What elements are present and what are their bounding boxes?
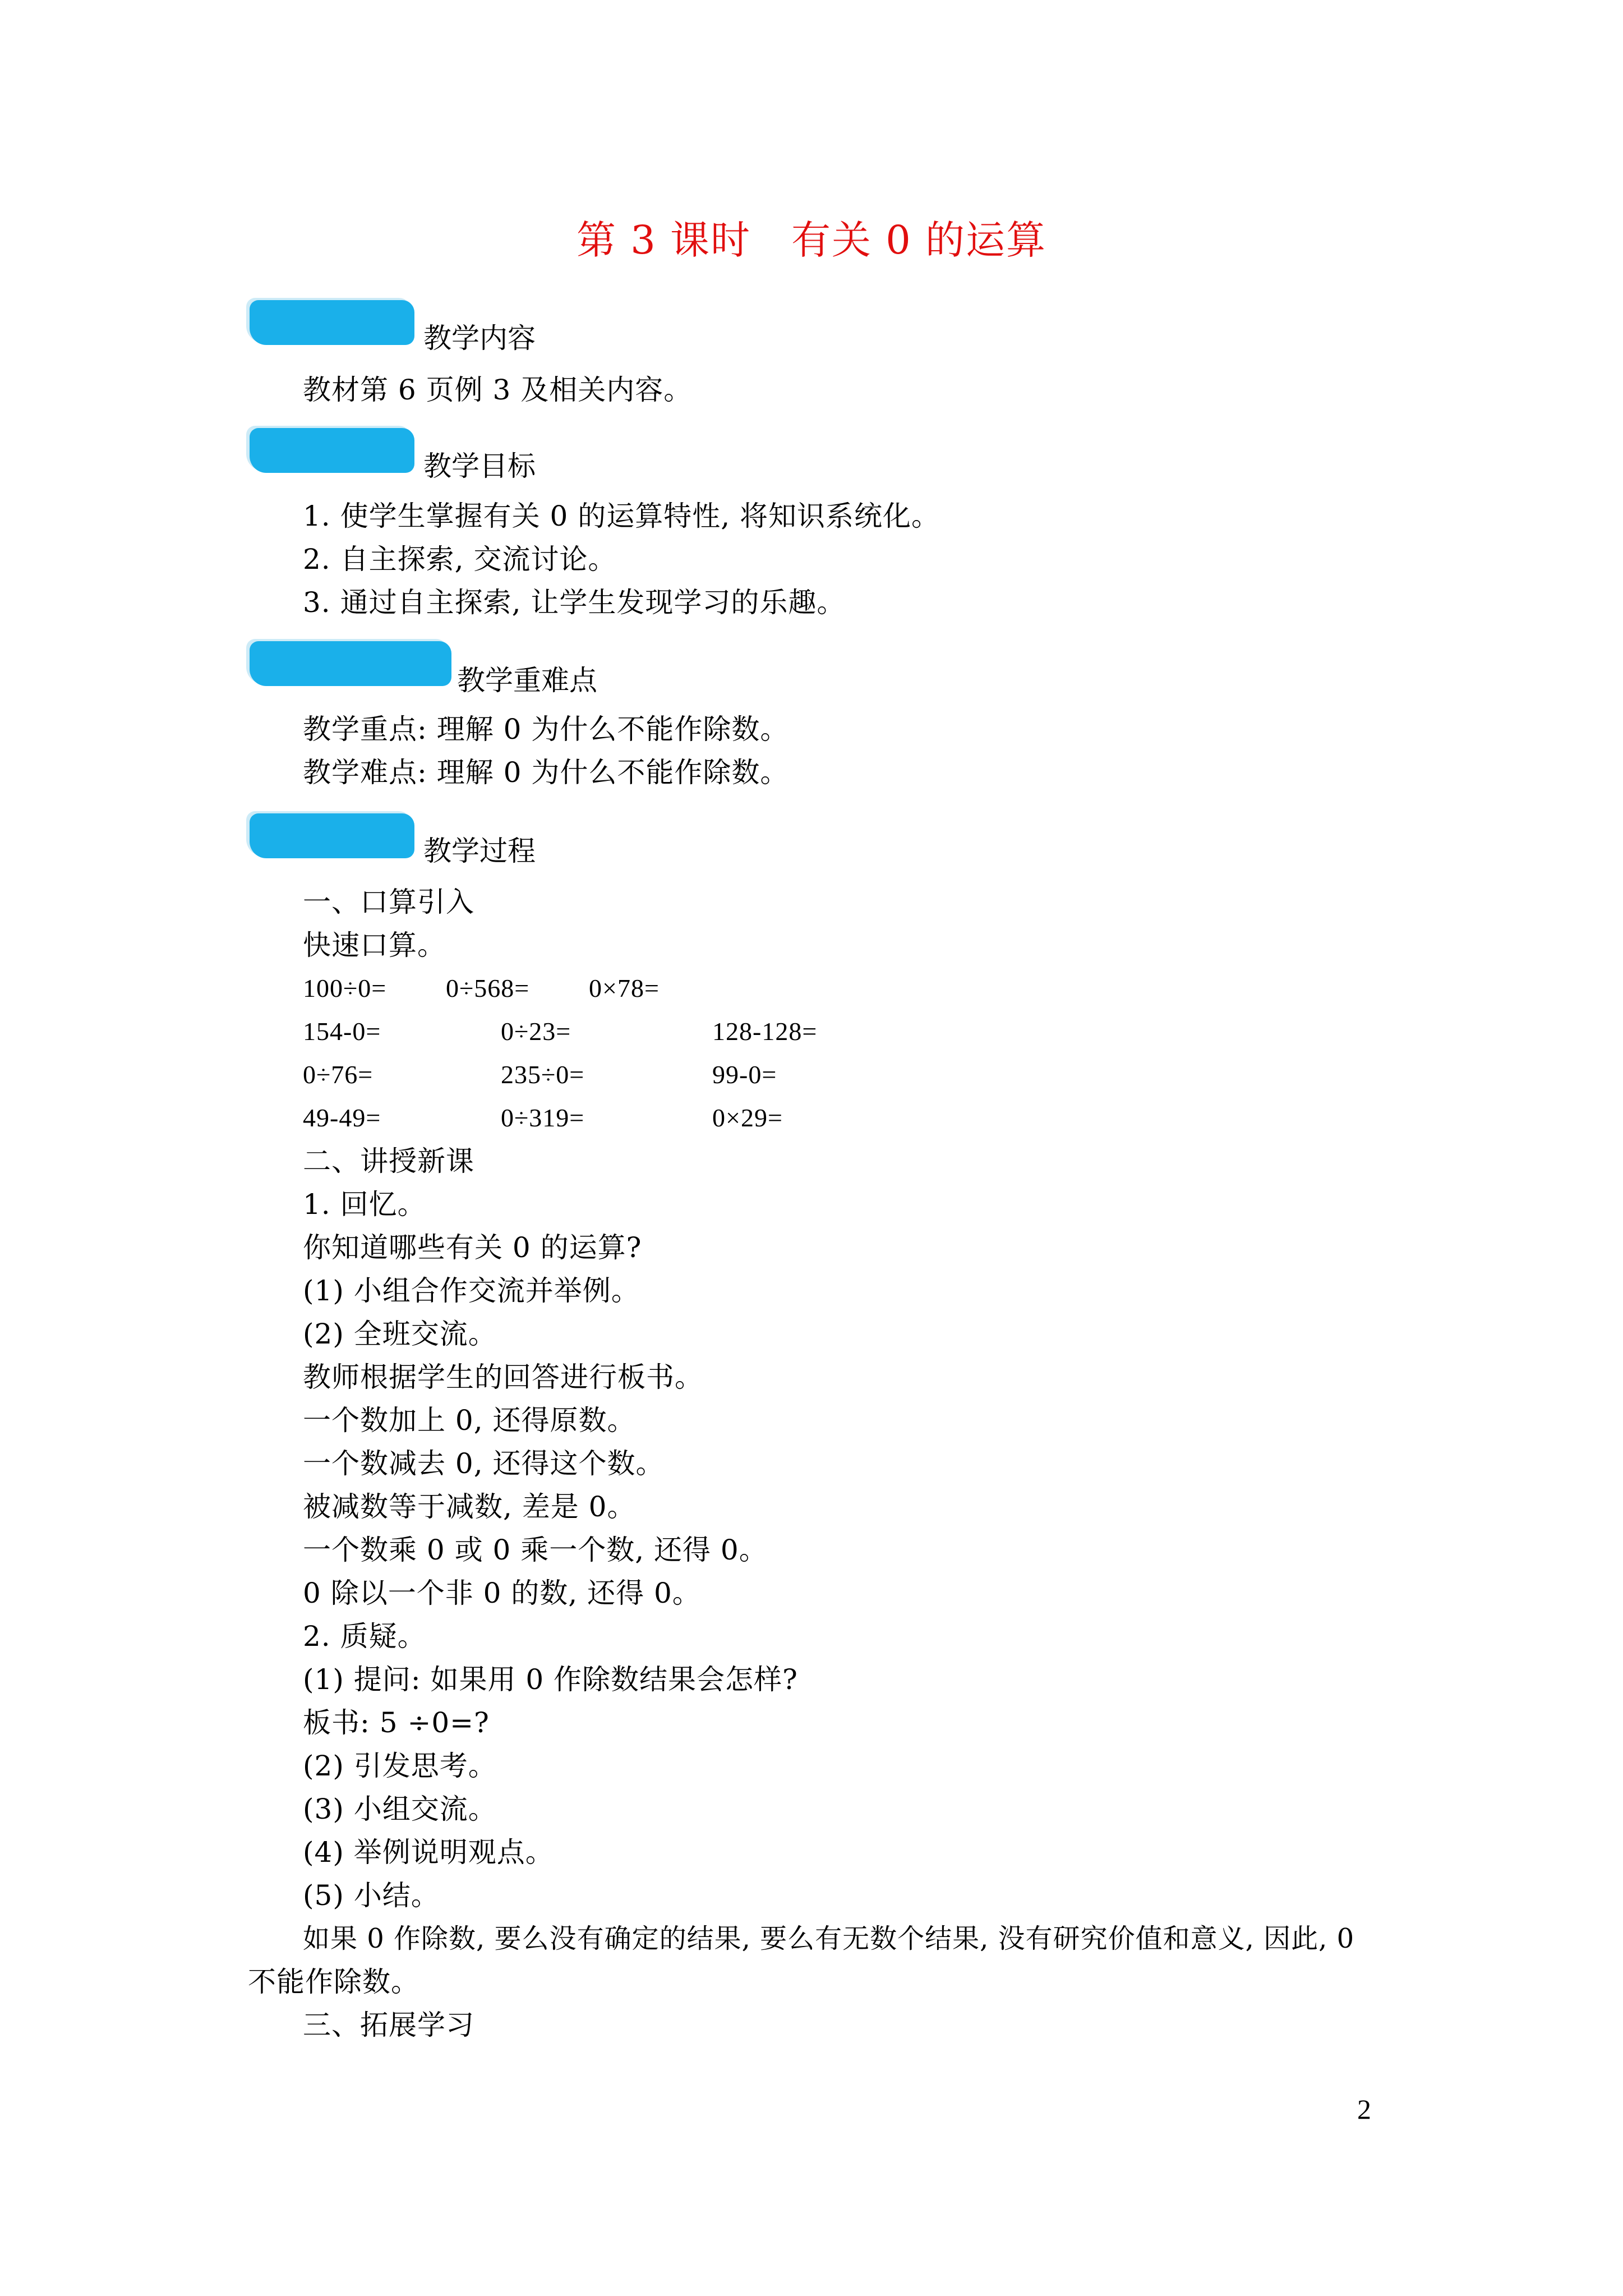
process-line: (1) 小组合作交流并举例。 (303, 1274, 640, 1307)
page-number: 2 (1357, 2093, 1371, 2125)
process-line: 一个数乘 0 或 0 乘一个数, 还得 0。 (303, 1534, 768, 1566)
section-tab-process (250, 813, 414, 858)
process-line: (2) 全班交流。 (303, 1318, 497, 1350)
key-point: 教学难点: 理解 0 为什么不能作除数。 (303, 756, 789, 789)
section-heading-goals: 教学目标 (423, 450, 536, 482)
goal-item: 2. 自主探索, 交流讨论。 (303, 543, 617, 576)
process-line: 一个数加上 0, 还得原数。 (303, 1404, 636, 1437)
process-line: (2) 引发思考。 (303, 1750, 497, 1782)
calc-item: 0÷319= (501, 1103, 585, 1132)
calc-item: 0×29= (712, 1103, 783, 1132)
section-heading-key-points: 教学重难点 (457, 664, 597, 697)
calc-item: 100÷0= (303, 974, 387, 1002)
section-heading-process: 教学过程 (423, 835, 536, 867)
process-line: (4) 举例说明观点。 (303, 1836, 554, 1869)
calc-item: 235÷0= (501, 1060, 585, 1089)
calc-item: 0÷568= (446, 974, 530, 1002)
calc-item: 154-0= (303, 1017, 381, 1046)
process-line: 教师根据学生的回答进行板书。 (303, 1361, 703, 1393)
section-tab-content (250, 300, 414, 345)
calc-item: 0×78= (589, 974, 660, 1002)
part-heading: 一、口算引入 (303, 886, 474, 918)
key-point: 教学重点: 理解 0 为什么不能作除数。 (303, 713, 789, 746)
process-line: (3) 小组交流。 (303, 1793, 497, 1825)
process-line: 被减数等于减数, 差是 0。 (303, 1490, 636, 1523)
page-title: 第 3 课时 有关 0 的运算 (576, 217, 1047, 263)
process-line: 板书: 5 ÷0=? (303, 1706, 490, 1739)
calc-item: 128-128= (712, 1017, 818, 1046)
part-heading: 二、讲授新课 (303, 1145, 474, 1177)
paragraph: 快速口算。 (303, 929, 446, 961)
process-line: 1. 回忆。 (303, 1188, 426, 1221)
process-line: (1) 提问: 如果用 0 作除数结果会怎样? (303, 1663, 798, 1696)
process-line: (5) 小结。 (303, 1879, 440, 1912)
conclusion-line: 如果 0 作除数, 要么没有确定的结果, 要么有无数个结果, 没有研究价值和意义, 因此, 0 (303, 1923, 1355, 1954)
section-tab-key-points (250, 641, 451, 686)
section-heading-content: 教学内容 (423, 322, 536, 355)
section-tab-goals (250, 428, 414, 473)
part-heading: 三、拓展学习 (303, 2009, 474, 2041)
calc-item: 49-49= (303, 1103, 381, 1132)
content-text: 教材第 6 页例 3 及相关内容。 (303, 374, 693, 406)
calc-item: 99-0= (712, 1060, 777, 1089)
process-line: 你知道哪些有关 0 的运算? (303, 1231, 642, 1264)
calc-item: 0÷76= (303, 1060, 374, 1089)
process-line: 0 除以一个非 0 的数, 还得 0。 (303, 1577, 701, 1609)
process-line: 一个数减去 0, 还得这个数。 (303, 1447, 665, 1480)
goal-item: 1. 使学生掌握有关 0 的运算特性, 将知识系统化。 (303, 500, 940, 532)
process-line: 2. 质疑。 (303, 1620, 426, 1653)
calc-item: 0÷23= (501, 1017, 571, 1046)
conclusion-line: 不能作除数。 (248, 1966, 419, 1998)
goal-item: 3. 通过自主探索, 让学生发现学习的乐趣。 (303, 586, 846, 619)
